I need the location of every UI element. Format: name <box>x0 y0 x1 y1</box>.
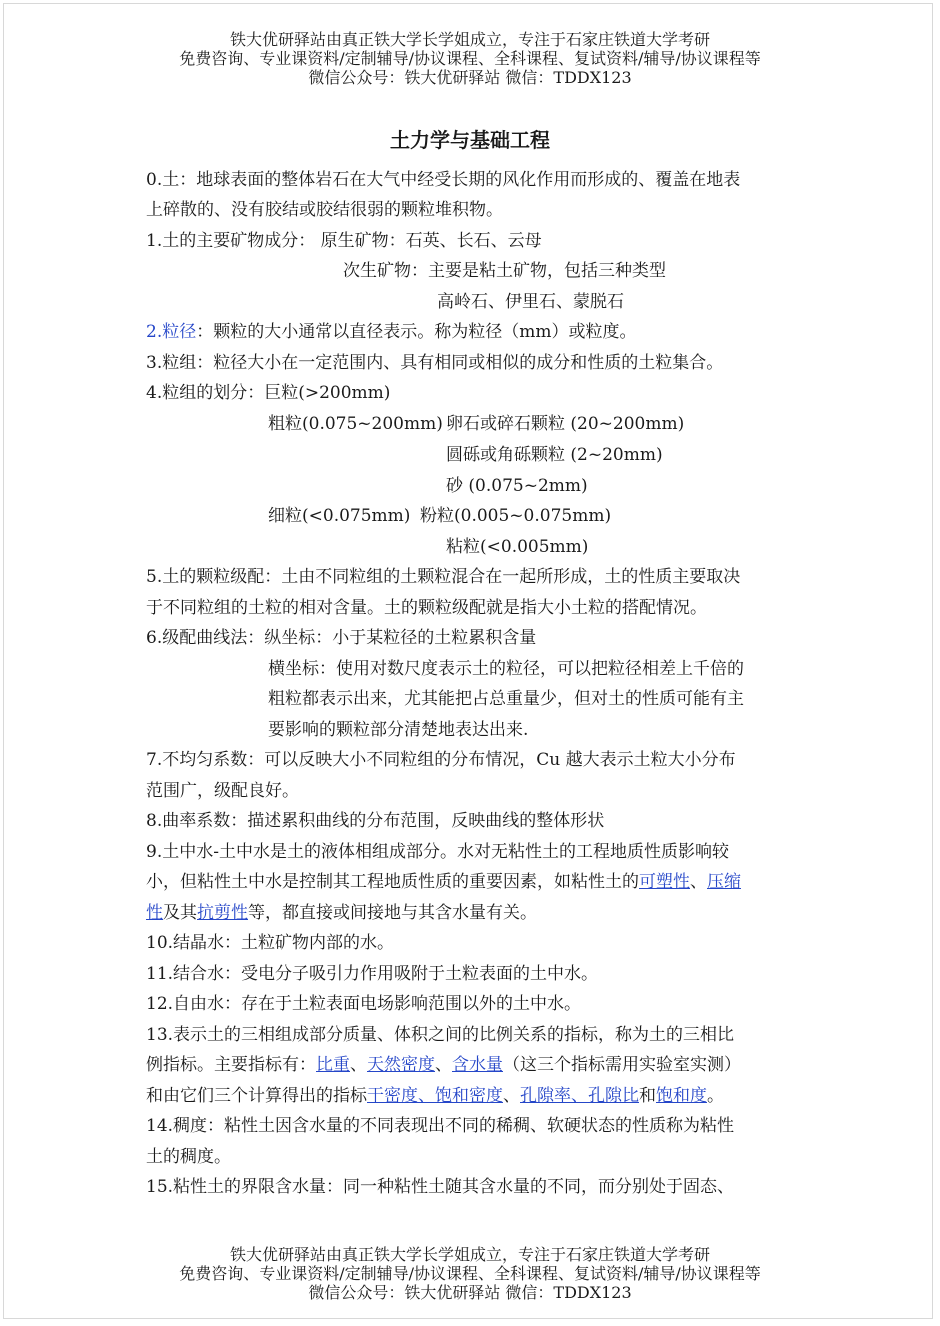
link-water-content[interactable]: 含水量 <box>452 1055 503 1075</box>
paragraph-line: 砂 (0.075~2mm) <box>446 476 588 496</box>
link-plasticity[interactable]: 可塑性 <box>639 872 690 892</box>
header-line-3: 微信公众号：铁大优研驿站 微信：TDDX123 <box>308 68 632 87</box>
paragraph-line: 6.级配曲线法：纵坐标：小于某粒径的土粒累积含量 <box>146 628 537 648</box>
paragraph-line: 粗粒都表示出来，尤其能把占总重量少，但对土的性质可能有主 <box>268 689 744 709</box>
link-compressibility[interactable]: 压缩 <box>707 872 741 892</box>
paragraph-line: 范围广，级配良好。 <box>146 781 299 801</box>
link-compressibility-cont[interactable]: 性 <box>146 903 163 923</box>
paragraph-line: 5.土的颗粒级配：土由不同粒组的土颗粒混合在一起所形成，土的性质主要取决 <box>146 567 741 587</box>
paragraph-line: 10.结晶水：土粒矿物内部的水。 <box>146 933 395 953</box>
paragraph-line: 13.表示土的三相组成部分质量、体积之间的比例关系的指标，称为土的三相比 <box>146 1025 735 1045</box>
inline-text: 。 <box>707 1086 724 1106</box>
paragraph-line <box>146 1085 724 1107</box>
paragraph-line: 9.土中水-土中水是土的液体相组成部分。水对无粘性土的工程地质性质影响较 <box>146 842 729 862</box>
paragraph-line: 次生矿物：主要是粘土矿物，包括三种类型 <box>343 261 666 281</box>
paragraph-line: 要影响的颗粒部分清楚地表达出来. <box>268 720 529 740</box>
footer-line-1: 铁大优研驿站由真正铁大学长学姐成立，专注于石家庄铁道大学考研 <box>229 1245 710 1264</box>
paragraph-line: 于不同粒组的土粒的相对含量。土的颗粒级配就是指大小土粒的搭配情况。 <box>146 598 707 618</box>
paragraph-line: 圆砾或角砾颗粒 (2~20mm) <box>446 445 663 465</box>
link-specific-gravity[interactable]: 比重 <box>316 1055 350 1075</box>
paragraph-line: 12.自由水：存在于土粒表面电场影响范围以外的土中水。 <box>146 994 582 1014</box>
definition-text: ：颗粒的大小通常以直径表示。称为粒径（mm）或粒度。 <box>196 322 637 342</box>
term-link-particle-size[interactable]: 粒径 <box>162 322 197 342</box>
paragraph-line: 上碎散的、没有胶结或胶结很弱的颗粒堆积物。 <box>146 200 503 220</box>
paragraph-line: 细粒(<0.075mm) <box>268 506 411 526</box>
link-porosity-void-ratio[interactable]: 孔隙率、孔隙比 <box>520 1086 639 1106</box>
paragraph-line: 7.不均匀系数：可以反映大小不同粒组的分布情况，Cu 越大表示土粒大小分布 <box>146 750 736 770</box>
inline-text: 、 <box>350 1055 367 1075</box>
paragraph-line <box>146 1054 741 1076</box>
header-line-2: 免费咨询、专业课资料/定制辅导/协议课程、全科课程、复试资料/辅导/协议课程等 <box>179 49 761 68</box>
inline-text: 小，但粘性土中水是控制其工程地质性质的重要因素，如粘性土的 <box>146 872 639 892</box>
paragraph-line: 8.曲率系数：描述累积曲线的分布范围，反映曲线的整体形状 <box>146 811 605 831</box>
paragraph-line: 卵石或碎石颗粒 (20~200mm) <box>446 414 685 434</box>
paragraph-line: 11.结合水：受电分子吸引力作用吸附于土粒表面的土中水。 <box>146 964 599 984</box>
link-shear-strength[interactable]: 抗剪性 <box>197 903 248 923</box>
inline-text: 和 <box>639 1086 656 1106</box>
paragraph-line: 高岭石、伊里石、蒙脱石 <box>437 292 624 312</box>
paragraph-line: 粗粒(0.075~200mm) <box>268 414 443 434</box>
inline-text: 等，都直接或间接地与其含水量有关。 <box>248 903 537 923</box>
paragraph-line: 土的稠度。 <box>146 1147 231 1167</box>
paragraph-line: 15.粘性土的界限含水量：同一种粘性土随其含水量的不同，而分别处于固态、 <box>146 1177 735 1197</box>
inline-text: 和由它们三个计算得出的指标 <box>146 1086 367 1106</box>
paragraph-line: 14.稠度：粘性土因含水量的不同表现出不同的稀稠、软硬状态的性质称为粘性 <box>146 1116 735 1136</box>
paragraph-line: 粉粒(0.005~0.075mm) <box>420 506 612 526</box>
inline-text: 、 <box>435 1055 452 1075</box>
inline-text: （这三个指标需用实验室实测） <box>503 1055 741 1075</box>
paragraph-line: 横坐标：使用对数尺度表示土的粒径，可以把粒径相差上千倍的 <box>268 659 744 679</box>
inline-text: 例指标。主要指标有： <box>146 1055 316 1075</box>
paragraph-line: 0.土：地球表面的整体岩石在大气中经受长期的风化作用而形成的、覆盖在地表 <box>146 170 741 190</box>
inline-text: 、 <box>690 872 707 892</box>
inline-text: 、 <box>503 1086 520 1106</box>
paragraph-line: 1.土的主要矿物成分： 原生矿物：石英、长石、云母 <box>146 231 542 251</box>
paragraph-line: 4.粒组的划分：巨粒(>200mm) <box>146 383 391 403</box>
paragraph-line <box>146 902 537 924</box>
link-dry-saturated-density[interactable]: 干密度、饱和密度 <box>367 1086 503 1106</box>
footer-line-3: 微信公众号：铁大优研驿站 微信：TDDX123 <box>308 1283 632 1302</box>
paragraph-line: 3.粒组：粒径大小在一定范围内、具有相同或相似的成分和性质的土粒集合。 <box>146 353 724 373</box>
item-number: 2. <box>146 322 163 342</box>
page-title: 土力学与基础工程 <box>390 128 550 152</box>
link-natural-density[interactable]: 天然密度 <box>367 1055 435 1075</box>
header-line-1: 铁大优研驿站由真正铁大学长学姐成立，专注于石家庄铁道大学考研 <box>229 30 710 49</box>
footer-line-2: 免费咨询、专业课资料/定制辅导/协议课程、全科课程、复试资料/辅导/协议课程等 <box>179 1264 761 1283</box>
paragraph-line <box>146 871 741 893</box>
paragraph-line: 粘粒(<0.005mm) <box>446 537 589 557</box>
link-saturation[interactable]: 饱和度 <box>656 1086 707 1106</box>
paragraph-line <box>146 321 636 343</box>
inline-text: 及其 <box>163 903 197 923</box>
